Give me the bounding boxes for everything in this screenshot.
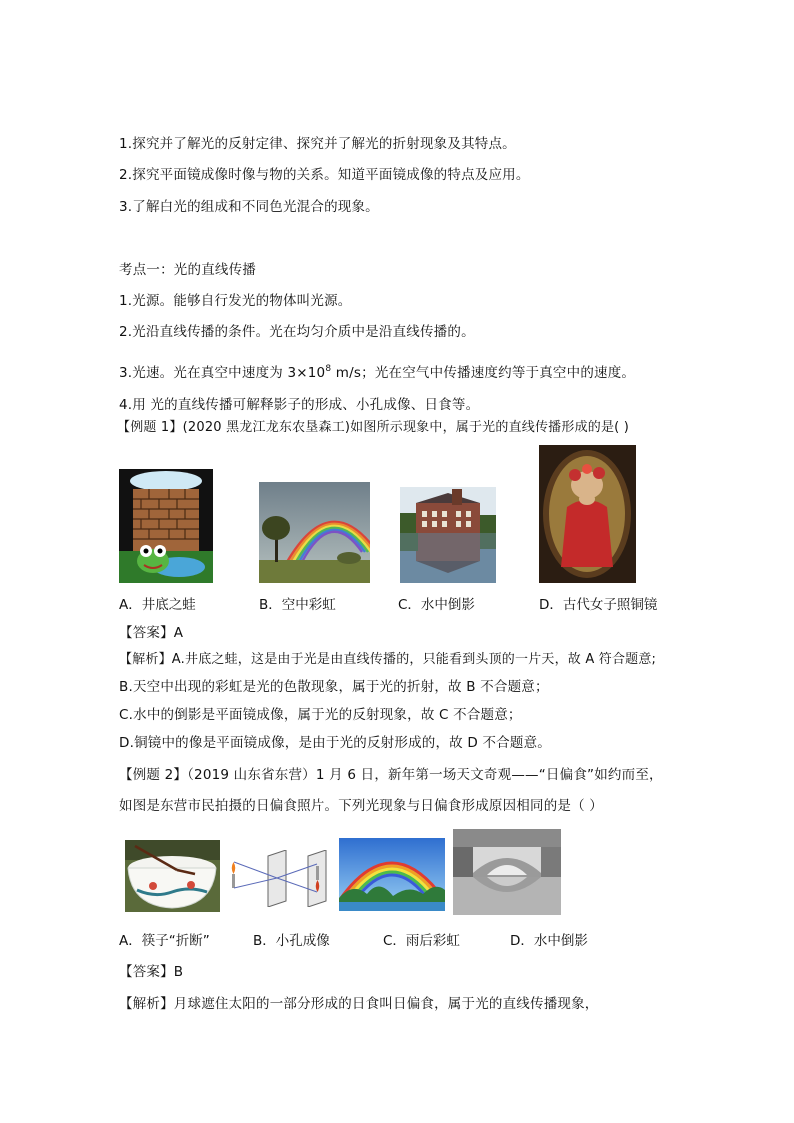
example-2-option-b: B．小孔成像 bbox=[253, 933, 330, 949]
example-2-option-c: C．雨后彩虹 bbox=[383, 933, 460, 949]
example-2-option-a: A．筷子“折断” bbox=[119, 933, 210, 949]
pinhole-imaging-image bbox=[228, 850, 333, 907]
rainbow-after-rain-image bbox=[339, 838, 445, 911]
objective-3: 3.了解白光的组成和不同色光混合的现象。 bbox=[119, 199, 379, 215]
bridge-reflection-image bbox=[453, 829, 561, 915]
example-1-option-d: D．古代女子照铜镜 bbox=[539, 597, 658, 613]
example-1-option-b: B．空中彩虹 bbox=[259, 597, 336, 613]
example-2-option-d: D．水中倒影 bbox=[510, 933, 588, 949]
example-2-stem-2: 如图是东营市民拍摄的日偏食照片。下列光现象与日偏食形成原因相同的是（ ） bbox=[119, 798, 603, 814]
point-3-post: m/s；光在空气中传播速度约等于真空中的速度。 bbox=[331, 365, 636, 381]
rainbow-image bbox=[259, 482, 370, 583]
point-3-exponent: 8 bbox=[325, 364, 332, 374]
frog-in-well-image bbox=[119, 469, 213, 583]
objective-1: 1.探究并了解光的反射定律、探究并了解光的折射现象及其特点。 bbox=[119, 136, 516, 152]
example-1-option-a: A．井底之蛙 bbox=[119, 597, 196, 613]
example-1-answer: 【答案】A bbox=[119, 625, 184, 641]
example-1-option-c: C．水中倒影 bbox=[398, 597, 475, 613]
example-2-stem-1: 【例题 2】（2019 山东省东营）1 月 6 日，新年第一场天文奇观——“日偏食”如约而至， bbox=[119, 767, 663, 783]
objective-2: 2.探究平面镜成像时像与物的关系。知道平面镜成像的特点及应用。 bbox=[119, 167, 530, 183]
section-title: 考点一：光的直线传播 bbox=[119, 262, 256, 278]
water-reflection-image bbox=[400, 487, 496, 583]
example-2-analysis: 【解析】月球遮住太阳的一部分形成的日食叫日偏食，属于光的直线传播现象， bbox=[119, 996, 599, 1012]
point-3-pre: 3.光速。光在真空中速度为 3×10 bbox=[119, 365, 326, 381]
example-1-analysis-4: D.铜镜中的像是平面镜成像，是由于光的反射形成的，故 D 不合题意。 bbox=[119, 735, 551, 751]
example-2-answer: 【答案】B bbox=[119, 964, 184, 980]
example-1-analysis-3: C.水中的倒影是平面镜成像，属于光的反射现象，故 C 不合题意； bbox=[119, 707, 522, 723]
point-1: 1.光源。能够自行发光的物体叫光源。 bbox=[119, 293, 352, 309]
example-1-analysis-2: B.天空中出现的彩虹是光的色散现象，属于光的折射，故 B 不合题意； bbox=[119, 679, 549, 695]
example-1-stem: 【例题 1】(2020 黑龙江龙东农垦森工)如图所示现象中，属于光的直线传播形成的是( ) bbox=[117, 420, 630, 435]
point-4: 4.用 光的直线传播可解释影子的形成、小孔成像、日食等。 bbox=[119, 397, 480, 413]
chopsticks-bowl-image bbox=[125, 840, 220, 912]
point-2: 2.光沿直线传播的条件。光在均匀介质中是沿直线传播的。 bbox=[119, 324, 475, 340]
bronze-mirror-image bbox=[539, 445, 636, 583]
point-3 bbox=[119, 360, 635, 382]
example-1-analysis-1: 【解析】A.井底之蛙，这是由于光是由直线传播的，只能看到头顶的一片天，故 A 符合题意; bbox=[119, 652, 657, 667]
